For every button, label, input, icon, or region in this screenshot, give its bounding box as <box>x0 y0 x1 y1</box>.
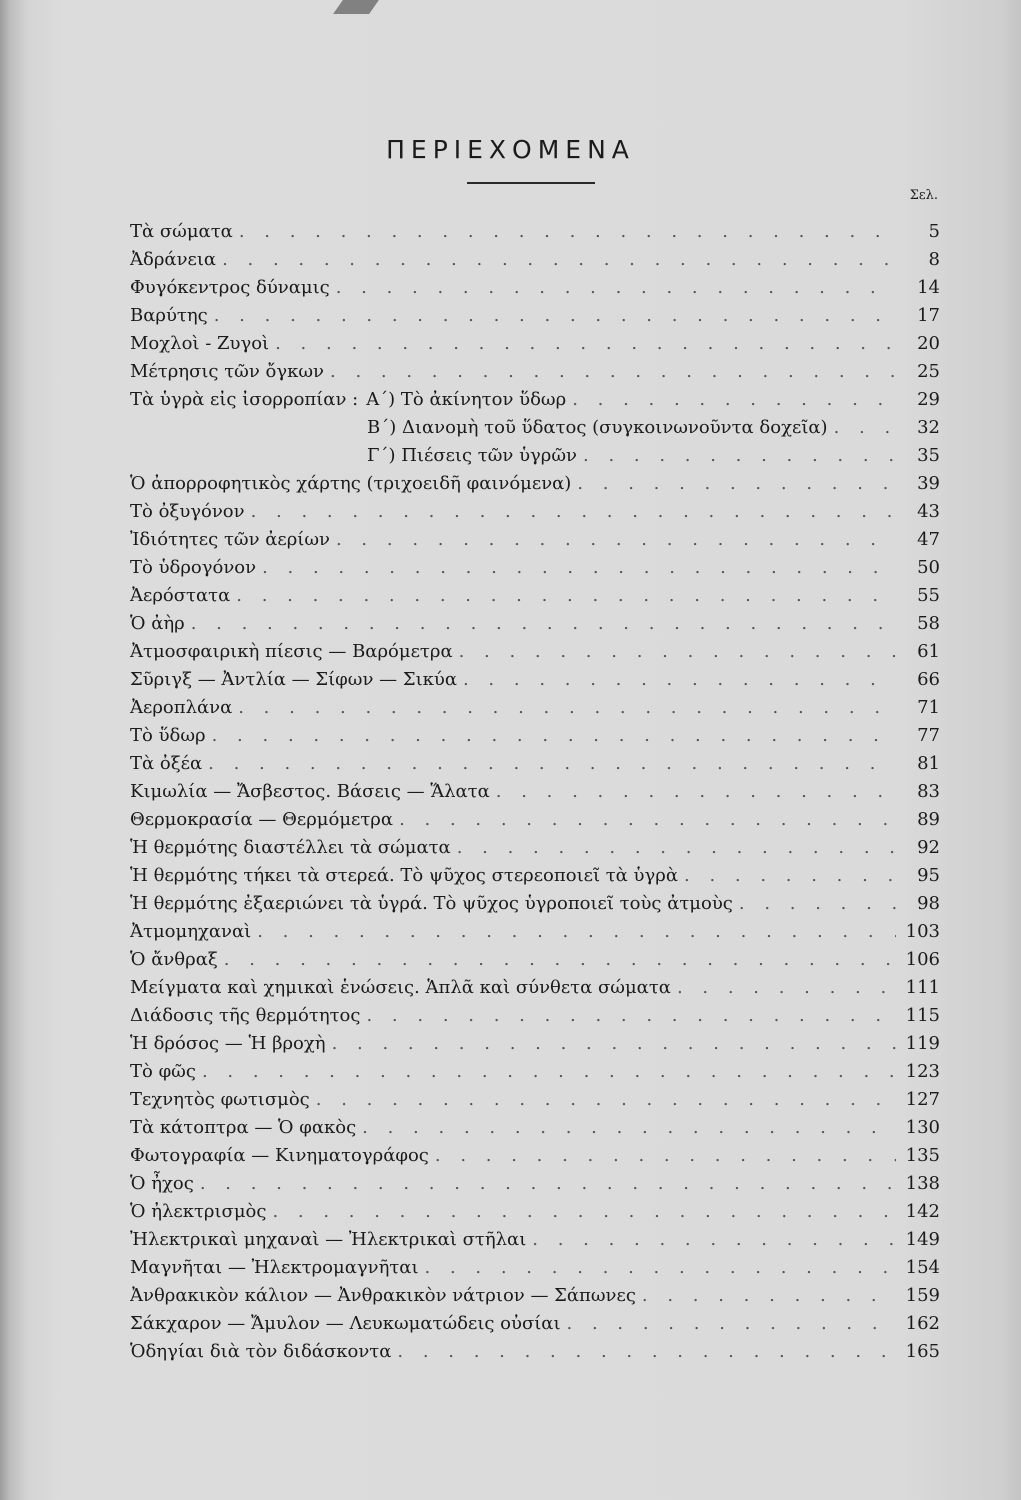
dot-leader <box>397 1338 896 1366</box>
toc-entry <box>130 1030 940 1058</box>
toc-entry-title: Ἀτμοσφαιρικὴ πίεσις — Βαρόμετρα <box>130 641 453 662</box>
toc-entry-title: Τὰ σώματα <box>130 221 233 242</box>
toc-entry-title: Ὁ ἄνθραξ <box>130 949 218 970</box>
toc-entry <box>130 330 940 358</box>
toc-entry-title: Τὰ κάτοπτρα — Ὁ φακὸς <box>130 1117 357 1138</box>
toc-entry <box>130 666 940 694</box>
toc-entry-title: Ὁ ἀπορροφητικὸς χάρτης (τριχοειδῆ φαινόμενα) <box>130 473 572 494</box>
toc-entry <box>130 778 940 806</box>
toc-entry-title: Σάκχαρον — Ἄμυλον — Λευκωματώδεις οὐσίαι <box>130 1313 561 1334</box>
toc-entry-title: Σῦριγξ — Ἀντλία — Σίφων — Σικύα <box>130 669 457 690</box>
toc-entry-title: Ἠλεκτρικαὶ μηχαναὶ — Ἠλεκτρικαὶ στῆλαι <box>130 1229 527 1250</box>
toc-entry-title: Ἡ δρόσος — Ἡ βροχὴ <box>130 1033 326 1054</box>
toc-entry-title: Φυγόκεντρος δύναμις <box>130 277 330 298</box>
toc-entry <box>130 386 940 414</box>
toc-entry-title: Ὁ ἦχος <box>130 1173 194 1194</box>
toc-entry-page: 135 <box>905 1145 940 1166</box>
toc-entry <box>130 862 940 890</box>
toc-entry-page: 77 <box>917 725 940 746</box>
toc-entry-title: Ἀεροπλάνα <box>130 697 233 718</box>
toc-entry-page: 55 <box>917 585 940 606</box>
dot-leader <box>200 1170 896 1198</box>
toc-entry-page: 159 <box>905 1285 940 1306</box>
toc-entry-title: Ἀτμομηχαναὶ <box>130 921 252 942</box>
toc-entry-title: Τὸ φῶς <box>130 1061 196 1082</box>
toc-entry-title: Ὁδηγίαι διὰ τὸν διδάσκοντα <box>130 1341 392 1362</box>
toc-entry-title: Ἀνθρακικὸν κάλιον — Ἀνθρακικὸν νάτριον — Σάπωνες <box>130 1285 636 1306</box>
toc-entry-page: 142 <box>905 1201 940 1222</box>
dot-leader <box>583 442 896 470</box>
toc-entry-page: 119 <box>905 1033 940 1054</box>
dot-leader <box>577 470 896 498</box>
toc-entry <box>130 442 940 470</box>
toc-entry-page: 50 <box>917 557 940 578</box>
dot-leader <box>399 806 896 834</box>
dot-leader <box>684 862 896 890</box>
dot-leader <box>435 1142 896 1170</box>
toc-entry-title: Τὸ ὕδωρ <box>130 725 206 746</box>
toc-entry-title: Φωτογραφία — Κινηματογράφος <box>130 1145 429 1166</box>
title-rule <box>467 182 595 184</box>
toc-entry-page: 98 <box>917 893 940 914</box>
dot-leader <box>459 638 896 666</box>
dot-leader <box>739 890 896 918</box>
scan-mark <box>333 0 379 14</box>
dot-leader <box>362 1114 896 1142</box>
toc-entry-page: 66 <box>917 669 940 690</box>
toc-entry-page: 29 <box>917 389 940 410</box>
toc-entry-page: 17 <box>917 305 940 326</box>
dot-leader <box>236 582 896 610</box>
toc-entry <box>130 470 940 498</box>
dot-leader <box>251 498 896 526</box>
toc-entry-title: Α΄) Τὸ ἀκίνητον ὕδωρ <box>366 389 567 410</box>
table-of-contents <box>130 218 940 1366</box>
toc-entry <box>130 638 940 666</box>
toc-entry-page: 43 <box>917 501 940 522</box>
toc-entry <box>130 1002 940 1030</box>
dot-leader <box>214 302 896 330</box>
dot-leader <box>191 610 896 638</box>
toc-entry-title: Ἀδράνεια <box>130 249 217 270</box>
dot-leader <box>572 386 896 414</box>
toc-entry <box>130 974 940 1002</box>
toc-entry-title: Ἡ θερμότης τήκει τὰ στερεά. Τὸ ψῦχος στερεοποιεῖ τὰ ὑγρὰ <box>130 865 678 886</box>
dot-leader <box>677 974 896 1002</box>
toc-entry-title: Ὁ ἠλεκτρισμὸς <box>130 1201 267 1222</box>
toc-entry-title: Ἀερόστατα <box>130 585 231 606</box>
toc-entry-page: 25 <box>917 361 940 382</box>
dot-leader <box>834 414 896 442</box>
toc-entry <box>130 834 940 862</box>
toc-entry-page: 138 <box>905 1173 940 1194</box>
dot-leader <box>567 1310 896 1338</box>
toc-entry-page: 83 <box>917 781 940 802</box>
dot-leader <box>222 246 896 274</box>
dot-leader <box>330 358 896 386</box>
toc-entry <box>130 1086 940 1114</box>
toc-entry-title: Γ΄) Πιέσεις τῶν ὑγρῶν <box>367 445 577 466</box>
dot-leader <box>463 666 896 694</box>
toc-entry <box>130 1170 940 1198</box>
toc-entry-page: 165 <box>905 1341 940 1362</box>
toc-entry-title: Τὸ ὀξυγόνον <box>130 501 245 522</box>
dot-leader <box>224 946 896 974</box>
toc-entry-page: 35 <box>917 445 940 466</box>
toc-entry-page: 47 <box>917 529 940 550</box>
dot-leader <box>272 1198 896 1226</box>
dot-leader <box>202 1058 896 1086</box>
toc-entry <box>130 890 940 918</box>
dot-leader <box>208 750 896 778</box>
toc-entry-page: 92 <box>917 837 940 858</box>
toc-entry-page: 71 <box>917 697 940 718</box>
toc-entry <box>130 526 940 554</box>
toc-entry <box>130 1226 940 1254</box>
toc-entry-page: 8 <box>928 249 940 270</box>
toc-entry <box>130 1310 940 1338</box>
toc-entry <box>130 1338 940 1366</box>
toc-entry-page: 115 <box>905 1005 940 1026</box>
toc-entry <box>130 694 940 722</box>
toc-entry <box>130 498 940 526</box>
toc-entry <box>130 218 940 246</box>
dot-leader <box>425 1254 896 1282</box>
toc-entry-page: 95 <box>917 865 940 886</box>
toc-entry <box>130 722 940 750</box>
toc-entry <box>130 946 940 974</box>
toc-entry <box>130 582 940 610</box>
toc-entry-title: Τὰ ὀξέα <box>130 753 203 774</box>
toc-entry <box>130 302 940 330</box>
toc-entry <box>130 750 940 778</box>
toc-entry <box>130 358 940 386</box>
toc-entry <box>130 554 940 582</box>
page-column-label: Σελ. <box>909 188 938 203</box>
toc-entry-title: Μέτρησις τῶν ὄγκων <box>130 361 324 382</box>
toc-entry-page: 111 <box>905 977 940 998</box>
toc-entry-page: 127 <box>905 1089 940 1110</box>
toc-entry <box>130 806 940 834</box>
toc-entry <box>130 1254 940 1282</box>
toc-entry-page: 89 <box>917 809 940 830</box>
toc-entry-title: Μείγματα καὶ χημικαὶ ἑνώσεις. Ἁπλᾶ καὶ σύνθετα σώματα <box>130 977 671 998</box>
toc-entry-page: 106 <box>905 949 940 970</box>
dot-leader <box>457 834 896 862</box>
toc-entry-title: Ὁ ἀὴρ <box>130 613 185 634</box>
toc-entry-page: 130 <box>905 1117 940 1138</box>
toc-entry-page: 81 <box>917 753 940 774</box>
toc-entry-page: 39 <box>917 473 940 494</box>
toc-entry-title: Διάδοσις τῆς θερμότητος <box>130 1005 361 1026</box>
dot-leader <box>212 722 896 750</box>
toc-entry-page: 162 <box>905 1313 940 1334</box>
toc-entry-page: 20 <box>917 333 940 354</box>
dot-leader <box>238 694 896 722</box>
toc-entry-title: Β΄) Διανομὴ τοῦ ὕδατος (συγκοινωνοῦντα δοχεῖα) <box>367 417 828 438</box>
dot-leader <box>336 274 896 302</box>
toc-entry <box>130 1282 940 1310</box>
toc-entry-page: 5 <box>928 221 940 242</box>
toc-entry-page: 32 <box>917 417 940 438</box>
toc-entry-title: Μοχλοὶ - Ζυγοὶ <box>130 333 270 354</box>
toc-entry-prefix: Τὰ ὑγρὰ εἰς ἰσορροπίαν : <box>130 389 359 410</box>
page-title: ΠΕΡΙΕΧΟΜΕΝΑ <box>386 134 635 164</box>
toc-entry-title: Τὸ ὑδρογόνον <box>130 557 257 578</box>
toc-entry <box>130 610 940 638</box>
dot-leader <box>262 554 896 582</box>
toc-entry-title: Μαγνῆται — Ἠλεκτρομαγνῆται <box>130 1257 419 1278</box>
toc-entry-page: 58 <box>917 613 940 634</box>
toc-entry-title: Ἰδιότητες τῶν ἀερίων <box>130 529 330 550</box>
dot-leader <box>532 1226 896 1254</box>
toc-entry-title: Τεχνητὸς φωτισμὸς <box>130 1089 310 1110</box>
dot-leader <box>642 1282 896 1310</box>
toc-entry-page: 61 <box>917 641 940 662</box>
toc-entry <box>130 414 940 442</box>
toc-entry-page: 14 <box>917 277 940 298</box>
dot-leader <box>275 330 896 358</box>
toc-entry <box>130 1058 940 1086</box>
dot-leader <box>239 218 896 246</box>
toc-entry <box>130 1114 940 1142</box>
toc-entry-page: 149 <box>905 1229 940 1250</box>
toc-entry-page: 103 <box>905 921 940 942</box>
toc-entry-page: 123 <box>905 1061 940 1082</box>
toc-entry <box>130 246 940 274</box>
dot-leader <box>336 526 896 554</box>
dot-leader <box>257 918 896 946</box>
dot-leader <box>366 1002 896 1030</box>
dot-leader <box>316 1086 896 1114</box>
dot-leader <box>332 1030 896 1058</box>
toc-entry <box>130 1142 940 1170</box>
toc-entry <box>130 1198 940 1226</box>
toc-entry-title: Βαρύτης <box>130 305 208 326</box>
dot-leader <box>496 778 896 806</box>
toc-entry <box>130 274 940 302</box>
toc-entry-title: Κιμωλία — Ἄσβεστος. Βάσεις — Ἅλατα <box>130 781 490 802</box>
toc-entry-page: 154 <box>905 1257 940 1278</box>
toc-entry-title: Ἡ θερμότης διαστέλλει τὰ σώματα <box>130 837 451 858</box>
toc-entry <box>130 918 940 946</box>
toc-entry-title: Θερμοκρασία — Θερμόμετρα <box>130 809 394 830</box>
toc-entry-title: Ἡ θερμότης ἐξαεριώνει τὰ ὑγρά. Τὸ ψῦχος ὑγροποιεῖ τοὺς ἀτμοὺς <box>130 893 733 914</box>
